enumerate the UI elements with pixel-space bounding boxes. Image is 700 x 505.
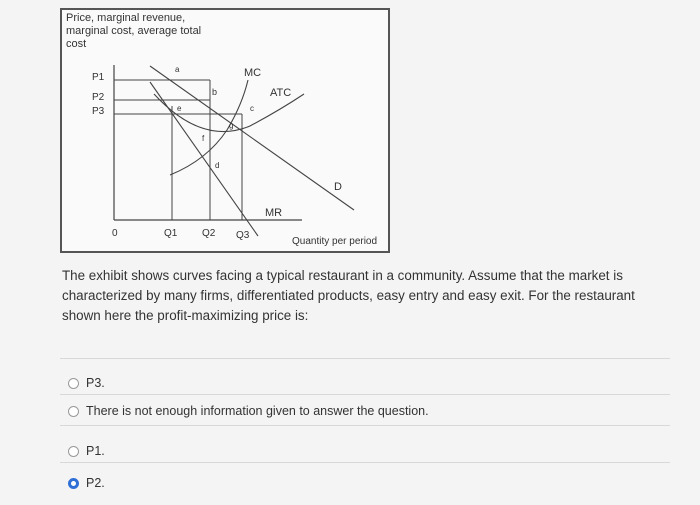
graph-canvas	[62, 10, 388, 251]
q1-tick-label: Q1	[164, 228, 178, 239]
point-e-label: e	[177, 104, 182, 113]
option-divider	[60, 358, 670, 359]
q2-tick-label: Q2	[202, 228, 216, 239]
point-f-label: f	[202, 134, 205, 143]
radio-button-selected-icon[interactable]	[68, 478, 79, 489]
x-axis-label: Quantity per period	[292, 236, 378, 247]
point-a-label: a	[175, 65, 180, 74]
option-p2[interactable]	[68, 476, 105, 490]
atc-label: ATC	[270, 87, 292, 99]
option-label: P2.	[86, 476, 105, 490]
y-axis-label-line-2: marginal cost, average total	[66, 25, 202, 37]
radio-button-icon[interactable]	[68, 446, 79, 457]
y-axis-label-line-3: cost	[66, 38, 87, 50]
option-not-enough-info[interactable]	[68, 404, 429, 418]
option-divider	[60, 394, 670, 395]
origin-label: 0	[112, 228, 118, 239]
radio-button-icon[interactable]	[68, 378, 79, 389]
point-d-label: d	[215, 161, 220, 170]
point-b-label: b	[212, 87, 218, 97]
option-p3[interactable]	[68, 376, 105, 390]
p1-tick-label: P1	[92, 72, 105, 83]
option-divider	[60, 425, 670, 426]
demand-curve	[150, 66, 354, 210]
option-divider	[60, 462, 670, 463]
economics-graph	[60, 8, 390, 253]
point-g-label: g	[229, 121, 234, 130]
option-label: P1.	[86, 444, 105, 458]
p3-tick-label: P3	[92, 106, 105, 117]
q3-tick-label: Q3	[236, 230, 250, 241]
p2-tick-label: P2	[92, 92, 105, 103]
mc-label: MC	[244, 67, 262, 79]
mr-label: MR	[265, 207, 283, 219]
radio-button-icon[interactable]	[68, 406, 79, 417]
demand-label: D	[334, 181, 342, 193]
y-axis-label-line-1: Price, marginal revenue,	[66, 12, 186, 24]
point-c-label: c	[250, 104, 254, 113]
option-label: There is not enough information given to answer the question.	[86, 404, 429, 418]
option-p1[interactable]	[68, 444, 105, 458]
option-label: P3.	[86, 376, 105, 390]
question-text: The exhibit shows curves facing a typical restaurant in a community. Assume that the market is characterized by many firms, differentiated products, easy entry and easy exit. For the restaurant shown here the profit-maximizing price is:	[62, 268, 635, 323]
